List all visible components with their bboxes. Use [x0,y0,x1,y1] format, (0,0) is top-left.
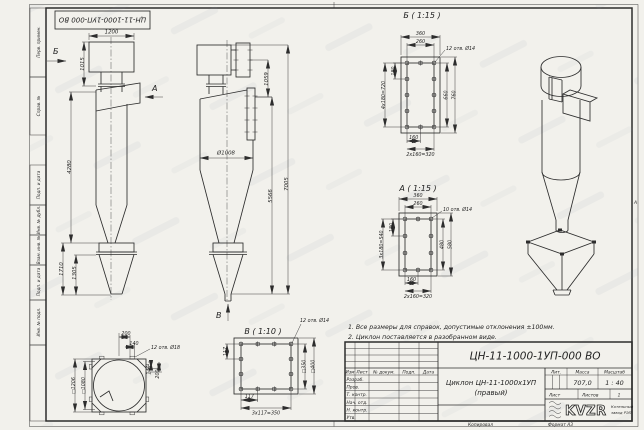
dim-a-inner-w: 260 [413,202,423,208]
detail-a-title: А ( 1:15 ) [399,184,437,193]
dim-b-holes: 12 отв. Ø14 [446,47,476,52]
margin-field-vzam-inv: Взам. инв. № [36,235,41,265]
row-prov: Пров. [346,385,360,391]
dim-b-inner-h: 660 [444,90,450,100]
company-line2: завод РЭП [611,410,632,415]
dim-hopper-c: 140 [147,365,153,375]
margin-field-sprav-no: Справ. № [36,95,41,117]
dim-v-pitch-total: 3х117=350 [251,411,281,417]
dim-front-hopper: 1710 [59,262,65,276]
note-line-2: 2. Циклон поставляется в разобранном виде. [348,334,497,341]
dim-a-inner-h: 480 [440,239,446,250]
dim-b-inner-w: 260 [415,40,426,46]
dim-front-width: 1200 [104,29,119,36]
dim-hopper-a: 200 [121,332,131,337]
company-line1: Котельный [611,404,634,409]
dim-side-flange: 1059 [264,72,270,86]
dim-front-box: 1015 [80,57,86,71]
dim-hopper-inner-sq: □1080 [82,377,87,394]
dim-a-pitch: 180 [390,222,395,233]
masshtab-label: Масштаб [604,370,625,376]
margin-field-podp-data-1: Подп. и дата [36,170,41,200]
margin-field-inv-podl: Инв. № подл. [36,307,41,337]
dim-b-bottom-total: 2х160=320 [406,153,435,158]
dim-front-body: 4280 [67,160,73,174]
dim-a-pitch-total: 3х180=540 [380,230,385,259]
massa-label: Масса [575,370,590,376]
view-marker-v: В [216,311,222,320]
dim-v-pitch-bottom: 117 [244,395,254,400]
dim-hopper-outer-sq: □1206 [72,377,77,394]
col-podp: Подп. [402,370,416,376]
row-utv: Утв. [346,416,356,422]
col-data: Дата [422,370,435,376]
dim-a-outer-h: 580 [448,239,454,250]
note-line-1: 1. Все размеры для справок, допустимые отклонения ±100мм. [348,324,555,331]
margin-field-perv-primen: Перв. примен. [36,26,41,58]
listov-label: Листов [582,393,599,399]
margin-field-podp-data-2: Подп. и дата [36,267,41,297]
dim-a-bottom-total: 2х160=320 [403,295,433,300]
stamp-doc-number: ЦН-11-1000-1УП-000 ВО [58,15,147,24]
col-izm: Изм [345,370,355,376]
fold-mark: А [634,201,638,206]
view-marker-b: Б [53,47,59,56]
dim-v-pitch-left: 117 [224,346,229,357]
col-doc: № докум. [373,370,395,376]
dim-side-mid: 5566 [268,189,274,203]
row-nach-otd: Нач. отд. [346,400,368,406]
dim-v-bolt-square: □350 [302,359,308,374]
dim-a-bottom: 160 [406,278,417,283]
product-name-line1: Циклон ЦН-11-1000х1УП [445,379,537,387]
row-n-kontr: Н. контр. [346,408,368,414]
dim-b-pitch-total: 4х180=720 [382,80,387,110]
footer-copied: Копировал [468,423,494,428]
dim-b-outer-h: 760 [452,90,458,100]
dim-b-pitch: 180 [392,66,397,76]
footer-format: Формат А3 [548,423,574,428]
detail-v-title: В ( 1:10 ) [244,327,282,336]
view-marker-a: А [152,84,158,93]
logo-text: KVZR [565,404,607,419]
dim-side-total: 7005 [284,177,290,191]
masshtab-value: 1 : 40 [605,379,624,387]
dim-front-cone: 1305 [72,266,78,280]
dim-side-diameter: Ø1008 [217,150,235,157]
doc-number: ЦН-11-1000-1УП-000 ВО [469,350,601,363]
dim-b-bottom: 160 [409,136,419,141]
product-name-line2: (правый) [474,389,508,397]
row-razrab: Разраб. [346,378,364,383]
list-label: Лист [549,393,561,399]
lit-label: Лит. [550,370,562,376]
dim-a-outer-w: 360 [413,194,423,200]
dim-v-outer-square: □400 [311,359,317,374]
watermark-layer [30,5,638,426]
margin-field-inv-dubl: Инв. № дубл. [36,205,41,235]
dim-b-outer-w: 360 [415,32,426,37]
row-t-kontr: Т. контр. [346,393,367,399]
listov-value: 1 [617,393,621,399]
massa-value: 707,0 [573,379,592,387]
dim-a-holes: 10 отв. Ø14 [443,208,473,213]
dim-hopper-holes: 12 отв. Ø18 [151,346,181,351]
dim-hopper-b: 140 [129,342,139,347]
dim-hopper-d: 200 [156,369,161,379]
col-list: Лист [356,370,368,376]
detail-b-title: Б ( 1:15 ) [403,11,441,20]
dim-v-holes: 12 отв. Ø14 [300,319,330,324]
